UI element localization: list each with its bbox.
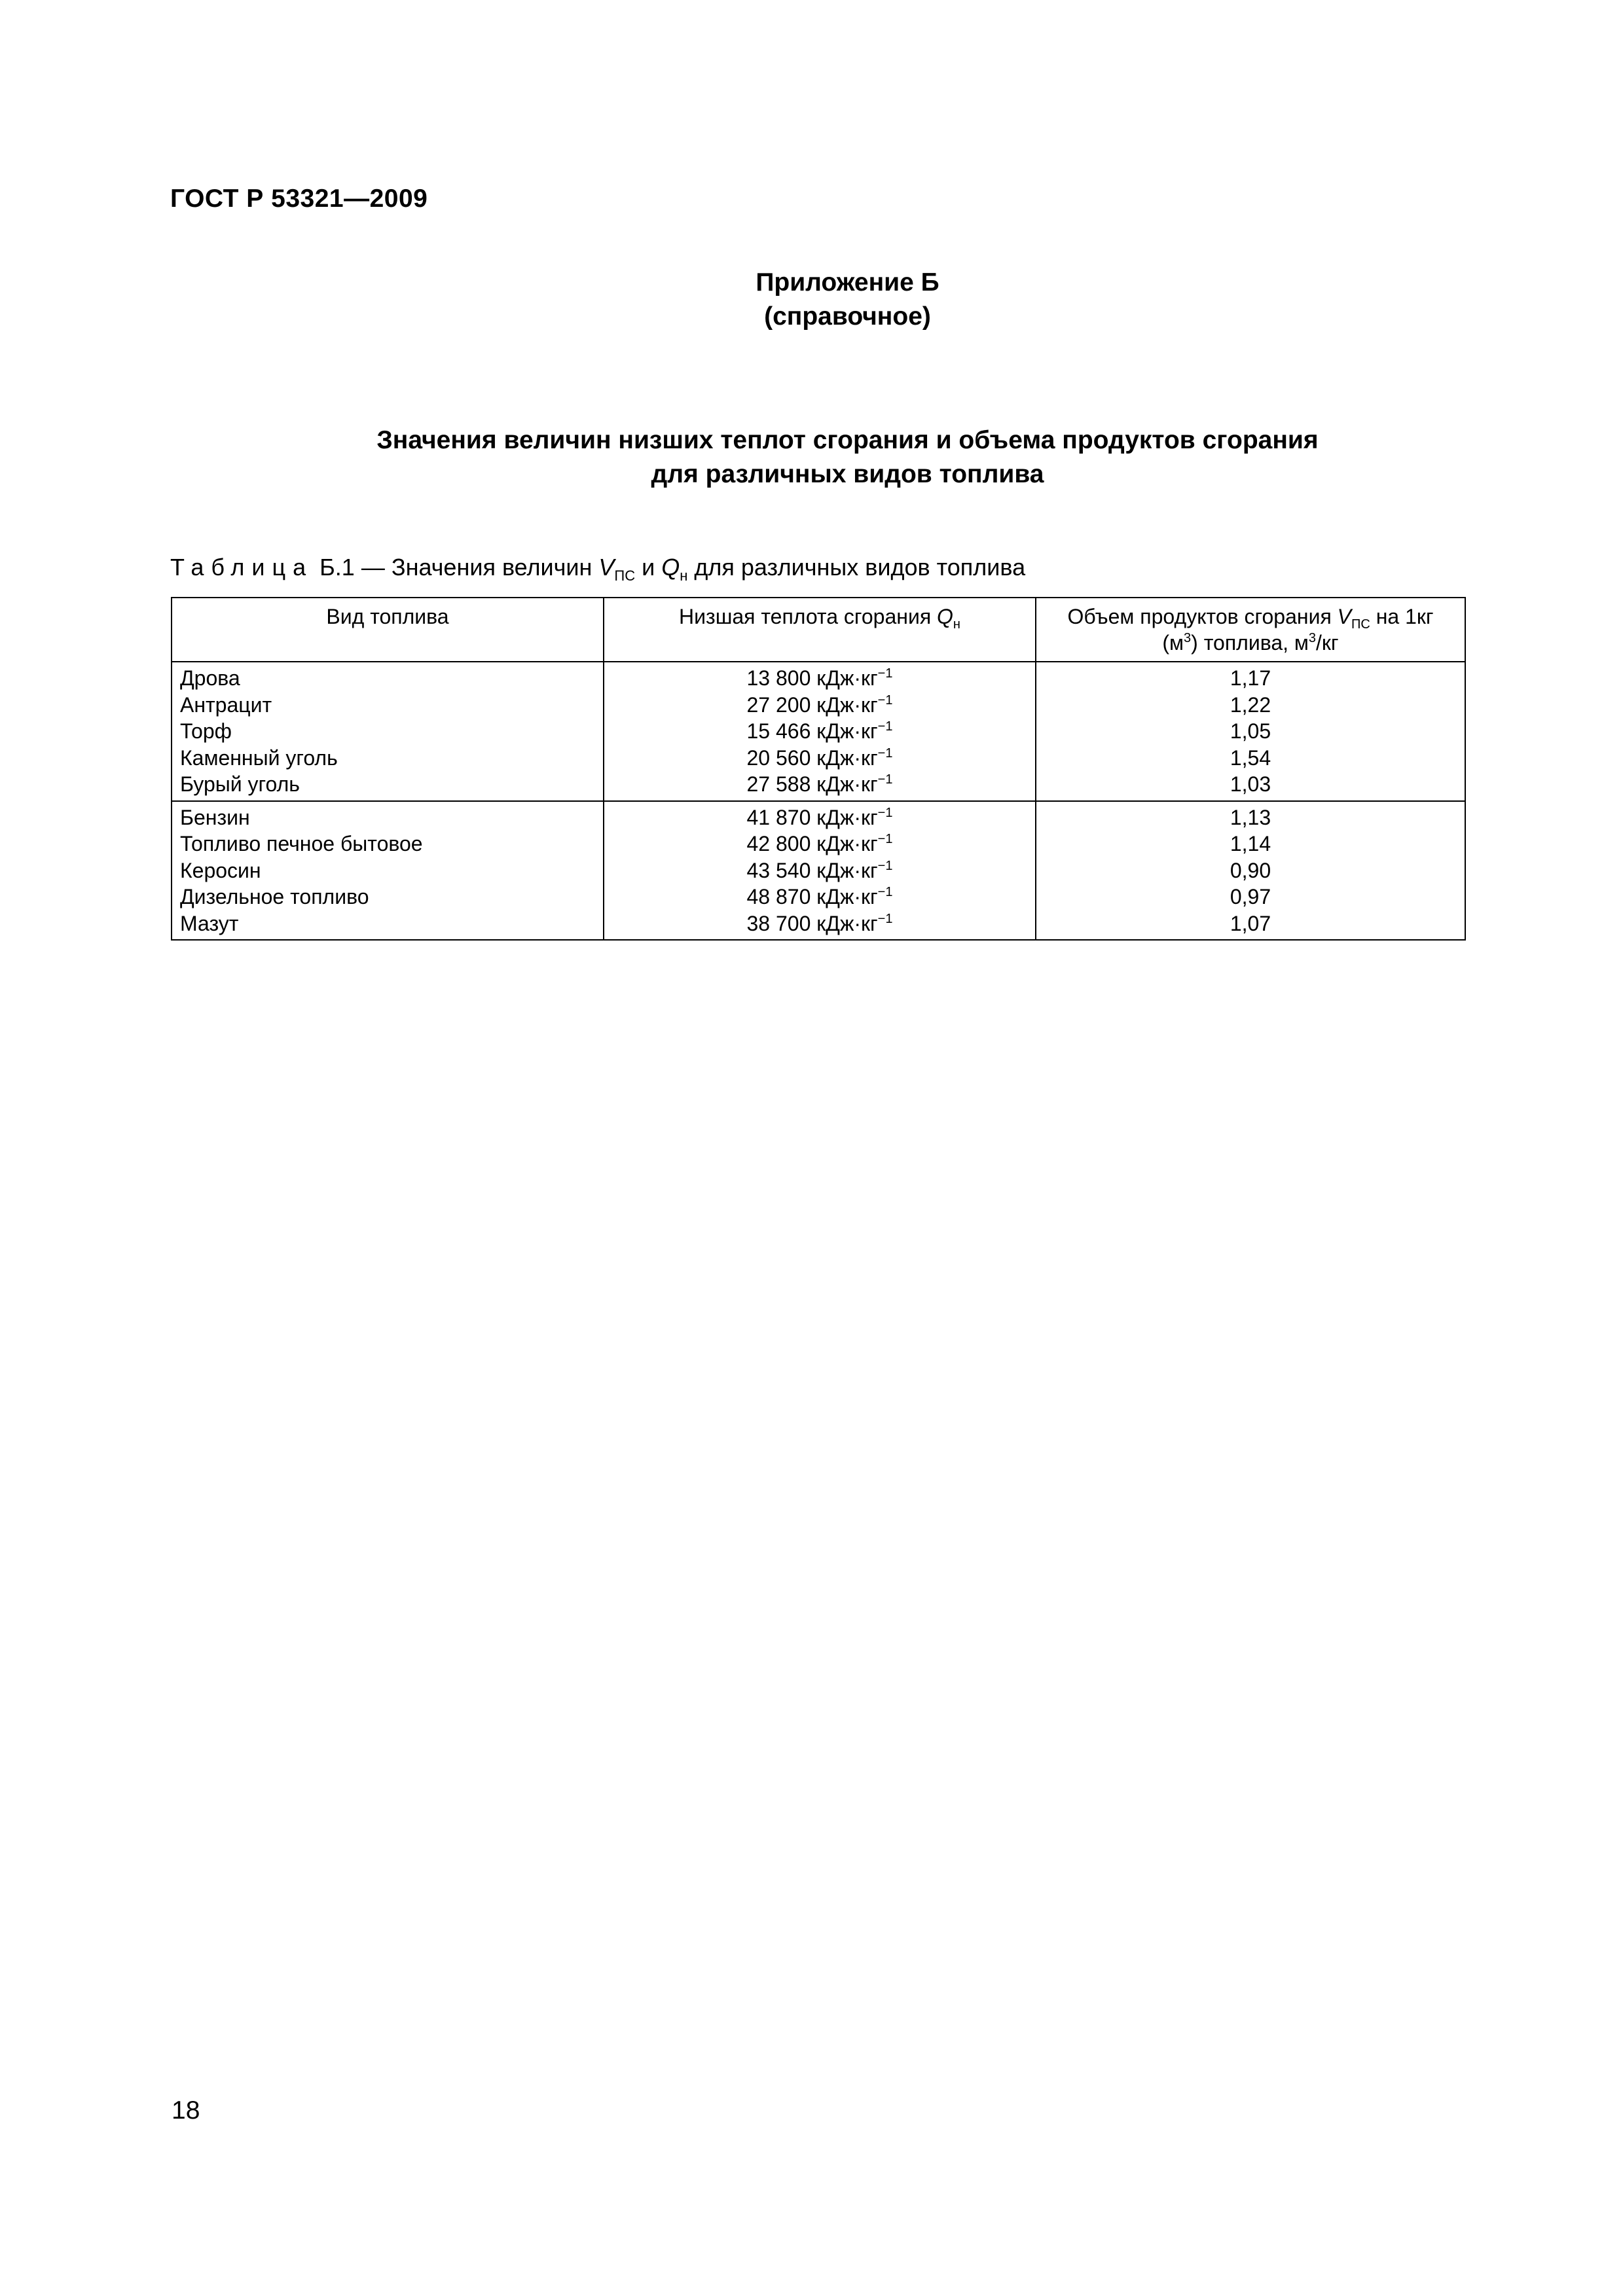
volume-value: 1,17 — [1230, 666, 1271, 690]
column-header-volume-label-c1: (м — [1162, 631, 1184, 655]
volume-value: 1,07 — [1230, 911, 1271, 935]
column-header-volume — [1036, 598, 1465, 662]
appendix-heading — [0, 266, 1623, 334]
heat-value-text: 38 700 кДж·кг — [746, 911, 878, 935]
document-standard-header: ГОСТ Р 53321—2009 — [170, 185, 428, 213]
column-header-heat — [604, 598, 1036, 662]
table-caption-conj: и — [635, 554, 662, 581]
unit-exponent: −1 — [877, 858, 893, 873]
fuel-name: Бензин — [180, 805, 250, 829]
heat-value-text: 41 870 кДж·кг — [746, 805, 878, 829]
table-caption-var-v: V — [598, 554, 615, 581]
fuel-name: Керосин — [180, 858, 261, 882]
column-header-volume-sub: ПС — [1351, 617, 1370, 632]
heat-value — [604, 745, 1035, 772]
unit-exponent: −1 — [877, 911, 893, 926]
column-header-fuel-label: Вид топлива — [326, 605, 449, 628]
column-header-volume-label-b: на 1кг — [1370, 605, 1434, 628]
section-title — [0, 423, 1623, 492]
heat-value-text: 15 466 кДж·кг — [746, 719, 878, 743]
appendix-type: (справочное) — [764, 302, 931, 331]
appendix-title: Приложение Б — [756, 268, 939, 296]
heat-value — [604, 771, 1035, 798]
column-header-volume-sup-2: 3 — [1308, 631, 1317, 645]
column-header-heat-var: Q — [937, 605, 953, 628]
fuel-name: Дизельное топливо — [180, 885, 369, 908]
table-row — [172, 801, 1465, 941]
fuel-name: Бурый уголь — [180, 772, 300, 796]
column-header-heat-sub: н — [953, 617, 960, 632]
heat-value — [604, 804, 1035, 831]
table-group-liquid-fuels — [172, 801, 1465, 941]
table-caption-var-v-sub: ПС — [614, 567, 636, 584]
volume-value: 1,05 — [1230, 719, 1271, 743]
volume-value-cell — [1036, 801, 1465, 941]
table-caption — [170, 554, 1026, 584]
fuel-name-cell — [172, 801, 604, 941]
fuel-name: Дрова — [180, 666, 240, 690]
volume-value: 1,03 — [1230, 772, 1271, 796]
fuel-table — [171, 597, 1466, 941]
heat-value-text: 48 870 кДж·кг — [746, 885, 878, 908]
section-title-line-1: Значения величин низших теплот сгорания и объема продуктов сгорания — [376, 426, 1319, 454]
column-header-volume-var: V — [1337, 605, 1351, 628]
column-header-volume-label-a: Объем продуктов сгорания — [1067, 605, 1338, 628]
table-caption-text-after: для различных видов топлива — [687, 554, 1026, 581]
volume-value: 1,22 — [1230, 692, 1271, 717]
unit-exponent: −1 — [877, 719, 893, 734]
column-header-volume-label-c2: ) топлива, м — [1191, 631, 1309, 655]
volume-value: 1,13 — [1230, 805, 1271, 829]
table-group-solid-fuels — [172, 662, 1465, 801]
table-caption-var-q-sub: н — [680, 567, 688, 584]
table-caption-text: Б.1 — Значения величин — [319, 554, 599, 581]
heat-value — [604, 718, 1035, 745]
volume-value: 0,97 — [1230, 885, 1271, 908]
fuel-name-cell — [172, 662, 604, 801]
volume-value: 1,14 — [1230, 832, 1271, 855]
heat-value-text: 43 540 кДж·кг — [746, 858, 878, 882]
heat-value-text: 27 200 кДж·кг — [746, 692, 878, 717]
unit-exponent: −1 — [877, 772, 893, 787]
heat-value — [604, 692, 1035, 719]
heat-value-cell — [604, 662, 1036, 801]
heat-value-text: 13 800 кДж·кг — [746, 666, 878, 690]
heat-value — [604, 665, 1035, 692]
heat-value — [604, 857, 1035, 884]
heat-value-text: 20 560 кДж·кг — [746, 745, 878, 770]
heat-value — [604, 831, 1035, 857]
unit-exponent: −1 — [877, 666, 893, 681]
unit-exponent: −1 — [877, 805, 893, 820]
column-header-volume-sup-1: 3 — [1184, 631, 1192, 645]
fuel-name: Антрацит — [180, 692, 272, 717]
column-header-volume-label-c3: /кг — [1316, 631, 1339, 655]
table-row — [172, 662, 1465, 801]
heat-value-text: 42 800 кДж·кг — [746, 832, 878, 855]
heat-value — [604, 910, 1035, 937]
page-number: 18 — [172, 2096, 200, 2125]
volume-value-cell — [1036, 662, 1465, 801]
fuel-name: Торф — [180, 719, 232, 743]
table-header-row — [172, 598, 1465, 662]
unit-exponent: −1 — [877, 745, 893, 761]
column-header-fuel — [172, 598, 604, 662]
fuel-name: Мазут — [180, 911, 239, 935]
volume-value: 0,90 — [1230, 858, 1271, 882]
heat-value-cell — [604, 801, 1036, 941]
table-caption-label: Таблица — [170, 554, 314, 581]
fuel-name: Каменный уголь — [180, 745, 338, 770]
section-title-line-2: для различных видов топлива — [651, 460, 1044, 488]
unit-exponent: −1 — [877, 885, 893, 899]
heat-value-text: 27 588 кДж·кг — [746, 772, 878, 796]
unit-exponent: −1 — [877, 832, 893, 846]
volume-value: 1,54 — [1230, 745, 1271, 770]
table-caption-var-q: Q — [661, 554, 680, 581]
column-header-heat-label: Низшая теплота сгорания — [679, 605, 938, 628]
unit-exponent: −1 — [877, 692, 893, 708]
heat-value — [604, 884, 1035, 910]
fuel-name: Топливо печное бытовое — [180, 832, 423, 855]
